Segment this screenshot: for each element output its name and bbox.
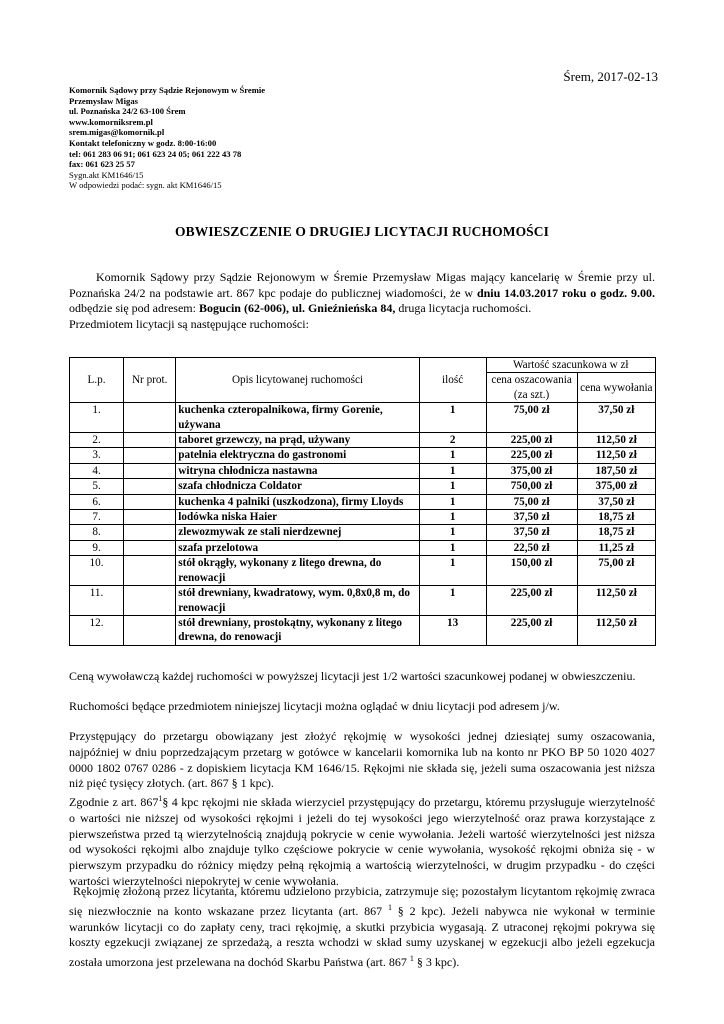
row-nr-prot — [124, 615, 176, 645]
row-quantity: 1 — [419, 403, 486, 433]
table-body — [70, 403, 656, 646]
row-nr-prot — [124, 556, 176, 586]
row-quantity: 1 — [419, 448, 486, 463]
contact-hours: Kontakt telefoniczny w godz. 8:00-16:00 — [69, 137, 217, 148]
table-row — [70, 615, 656, 645]
intro-paragraph — [69, 270, 655, 317]
row-call-price: 112,50 zł — [577, 586, 655, 616]
deposit-text: Przystępujący do przetargu obowiązany jest złożyć rękojmię w wysokości jednej dziesiątej sumy oszacowania, najpóźniej w dniu poprzedzającym przetarg w gotówce w kancelarii komornika lub na konto nr PKO BP 50 1020 4027 0000 1802 0767 0286 - z dopiskiem licytacja KM 1646/15. Rękojmi nie składa się, jeżeli suma oszacowania jest niższa niż pięć tysięcy złotych. (art. 867 § 1 kpc). — [69, 729, 655, 791]
header-value-group: Wartość szacunkowa w zł — [486, 358, 655, 373]
row-estimate: 225,00 zł — [486, 448, 577, 463]
intro-part1: Komornik Sądowy przy Sądzie Rejonowym w Śremie Przemysław Migas mający kancelarię w Śremie przy ul. Poznańska 24/2 na podstawie art. 867 kpc podaje do publicznej wiadomości, że w — [69, 270, 655, 300]
row-call-price: 18,75 zł — [577, 510, 655, 525]
paragraph-deposit-return — [69, 884, 655, 971]
row-call-price: 37,50 zł — [577, 494, 655, 509]
header-nr-prot: Nr prot. — [124, 358, 176, 403]
row-nr-prot — [124, 586, 176, 616]
row-description: witryna chłodnicza nastawna — [176, 463, 419, 478]
row-nr-prot — [124, 433, 176, 448]
row-description: kuchenka czteropalnikowa, firmy Gorenie, używana — [176, 403, 419, 433]
deposit-return-text — [69, 884, 655, 971]
office-website: www.komorniksrem.pl — [69, 116, 153, 127]
header-lp: L.p. — [70, 358, 124, 403]
table-row — [70, 586, 656, 616]
row-call-price: 75,00 zł — [577, 556, 655, 586]
row-nr-prot — [124, 494, 176, 509]
viewing-text: Ruchomości będące przedmiotem niniejszej licytacji można oglądać w dniu licytacji pod adresem j/w. — [69, 699, 560, 713]
case-reference: Sygn.akt KM1646/15 — [69, 169, 144, 180]
row-quantity: 2 — [419, 433, 486, 448]
row-lp: 7. — [70, 510, 124, 525]
row-estimate: 37,50 zł — [486, 525, 577, 540]
row-call-price: 18,75 zł — [577, 525, 655, 540]
row-call-price: 375,00 zł — [577, 479, 655, 494]
header-quantity: ilość — [419, 358, 486, 403]
paragraph-deposit — [69, 729, 655, 792]
auction-address: Bogucin (62-006), ul. Gnieźnieńska 84, — [198, 301, 396, 316]
office-name: Komornik Sądowy przy Sądzie Rejonowym w Śremie — [69, 85, 266, 95]
row-lp: 4. — [70, 463, 124, 478]
return-text-c: § 3 kpc). — [416, 955, 460, 970]
row-lp: 6. — [70, 494, 124, 509]
row-estimate: 75,00 zł — [486, 494, 577, 509]
row-lp: 2. — [70, 433, 124, 448]
row-lp: 10. — [70, 556, 124, 586]
office-fax: fax: 061 623 25 57 — [69, 159, 135, 170]
row-estimate: 22,50 zł — [486, 540, 577, 555]
paragraph-viewing — [69, 699, 655, 715]
creditor-text-b: § 4 kpc rękojmi nie składa wierzyciel przystępujący do przetargu, któremu przysługuje wierzytelność o wartości nie niższej od wysokości rękojmi i jeżeli do tej wysokości jego wierzytelność oraz prawa korzystające z pierwszeństwa przed tą wierzytelnością znajdują pokrycie w cenie wywołania. Jeżeli wartość wierzytelności jest niższa od wysokości rękojmi albo znajduje tylko częściowe pokrycie w cenie wywołania, wysokość rękojmi obniża się - w pierwszym przypadku do różnicy między pełną rękojmią a wartością wierzytelności, w drugim przypadku - do części wartości wierzytelności niepokrytej w cenie wywołania. — [69, 795, 655, 888]
row-description: zlewozmywak ze stali nierdzewnej — [176, 525, 419, 540]
row-quantity: 1 — [419, 556, 486, 586]
table-row — [70, 448, 656, 463]
row-description: taboret grzewczy, na prąd, używany — [176, 433, 419, 448]
row-quantity: 13 — [419, 615, 486, 645]
table-row — [70, 463, 656, 478]
row-estimate: 750,00 zł — [486, 479, 577, 494]
intro-items-line: Przedmiotem licytacji są następujące ruchomości: — [69, 316, 309, 331]
row-lp: 8. — [70, 525, 124, 540]
row-quantity: 1 — [419, 479, 486, 494]
row-quantity: 1 — [419, 586, 486, 616]
row-lp: 12. — [70, 615, 124, 645]
document-title: OBWIESZCZENIE O DRUGIEJ LICYTACJI RUCHOMOŚCI — [175, 224, 549, 239]
header-call-price: cena wywołania — [577, 373, 655, 403]
auction-date: dniu 14.03.2017 roku o godz. 9.00. — [476, 285, 655, 300]
table-row — [70, 556, 656, 586]
row-nr-prot — [124, 448, 176, 463]
row-quantity: 1 — [419, 525, 486, 540]
row-quantity: 1 — [419, 494, 486, 509]
row-lp: 1. — [70, 403, 124, 433]
header-description: Opis licytowanej ruchomości — [176, 358, 419, 403]
row-lp: 5. — [70, 479, 124, 494]
row-quantity: 1 — [419, 540, 486, 555]
row-description: patelnia elektryczna do gastronomi — [176, 448, 419, 463]
row-description: kuchenka 4 palniki (uszkodzona), firmy Lloyds — [176, 494, 419, 509]
bailiff-header — [69, 85, 265, 191]
table-row — [70, 479, 656, 494]
row-quantity: 1 — [419, 463, 486, 478]
row-nr-prot — [124, 479, 176, 494]
intro-part3: druga licytacja ruchomości. — [395, 301, 532, 316]
office-address: ul. Poznańska 24/2 63-100 Śrem — [69, 106, 186, 117]
row-estimate: 225,00 zł — [486, 586, 577, 616]
return-sup: 1 — [387, 902, 392, 912]
row-nr-prot — [124, 463, 176, 478]
creditor-sup: 1 — [158, 794, 163, 803]
row-estimate: 150,00 zł — [486, 556, 577, 586]
table-row — [70, 433, 656, 448]
office-phones: tel: 061 283 06 91; 061 623 24 05; 061 222 43 78 — [69, 148, 242, 159]
reply-reference: W odpowiedzi podać: sygn. akt KM1646/15 — [69, 180, 222, 191]
row-description: stół drewniany, prostokątny, wykonany z litego drewna, do renowacji — [176, 615, 419, 645]
table-row — [70, 510, 656, 525]
paragraph-creditor — [69, 791, 655, 890]
office-email: srem.migas@komornik.pl — [69, 127, 165, 138]
creditor-text — [69, 791, 655, 890]
table-row — [70, 403, 656, 433]
row-lp: 11. — [70, 586, 124, 616]
creditor-text-a: Zgodnie z art. 867 — [69, 795, 159, 809]
row-lp: 3. — [70, 448, 124, 463]
table-row — [70, 525, 656, 540]
return-text-b: § 2 kpc). Jeżeli nabywca nie wykonał w terminie warunków licytacji co do zapłaty ceny, traci rękojmię, a skutki przybicia wygasają. Z utraconej rękojmi pokrywa się koszty egzekucji związanej ze sprzedażą, a reszta wchodzi w skład sumy uzyskanej w egzekucji albo jeżeli egzekucja została umorzona jest przelewana na dochód Skarbu Państwa (art. 867 — [69, 903, 656, 970]
intro-text — [69, 270, 655, 332]
row-lp: 9. — [70, 540, 124, 555]
row-estimate: 225,00 zł — [486, 615, 577, 645]
intro-part2: odbędzie się pod adresem: — [69, 301, 199, 316]
items-table — [69, 357, 656, 646]
row-call-price: 112,50 zł — [577, 615, 655, 645]
call-price-text: Ceną wywoławczą każdej ruchomości w powyższej licytacji jest 1/2 wartości szacunkowej podanej w obwieszczeniu. — [69, 669, 636, 683]
row-description: lodówka niska Haier — [176, 510, 419, 525]
row-estimate: 375,00 zł — [486, 463, 577, 478]
row-nr-prot — [124, 403, 176, 433]
row-estimate: 75,00 zł — [486, 403, 577, 433]
return-text-a: Rękojmię złożoną przez licytanta, któremu udzielono przybicia, zatrzymuje się; pozostałym licytantom rękojmię zwraca się niezwłocznie na konto wskazane przez licytanta (art. 867 — [69, 884, 655, 918]
row-call-price: 112,50 zł — [577, 448, 655, 463]
paragraph-call-price — [69, 669, 655, 685]
row-description: stół okrągły, wykonany z litego drewna, do renowacji — [176, 556, 419, 586]
table-row — [70, 494, 656, 509]
row-description: szafa chłodnicza Coldator — [176, 479, 419, 494]
row-nr-prot — [124, 540, 176, 555]
row-nr-prot — [124, 525, 176, 540]
row-call-price: 187,50 zł — [577, 463, 655, 478]
row-call-price: 37,50 zł — [577, 403, 655, 433]
document-date: Śrem, 2017-02-13 — [563, 69, 658, 84]
table-row — [70, 540, 656, 555]
row-estimate: 225,00 zł — [486, 433, 577, 448]
header-estimate: cena oszacowania (za szt.) — [486, 373, 577, 403]
bailiff-name: Przemysław Migas — [69, 95, 138, 106]
row-description: stół drewniany, kwadratowy, wym. 0,8x0,8 m, do renowacji — [176, 586, 419, 616]
return-sup-2: 1 — [409, 954, 414, 964]
row-call-price: 112,50 zł — [577, 433, 655, 448]
row-call-price: 11,25 zł — [577, 540, 655, 555]
row-description: szafa przelotowa — [176, 540, 419, 555]
row-estimate: 37,50 zł — [486, 510, 577, 525]
row-quantity: 1 — [419, 510, 486, 525]
row-nr-prot — [124, 510, 176, 525]
table-header-row — [70, 358, 656, 373]
